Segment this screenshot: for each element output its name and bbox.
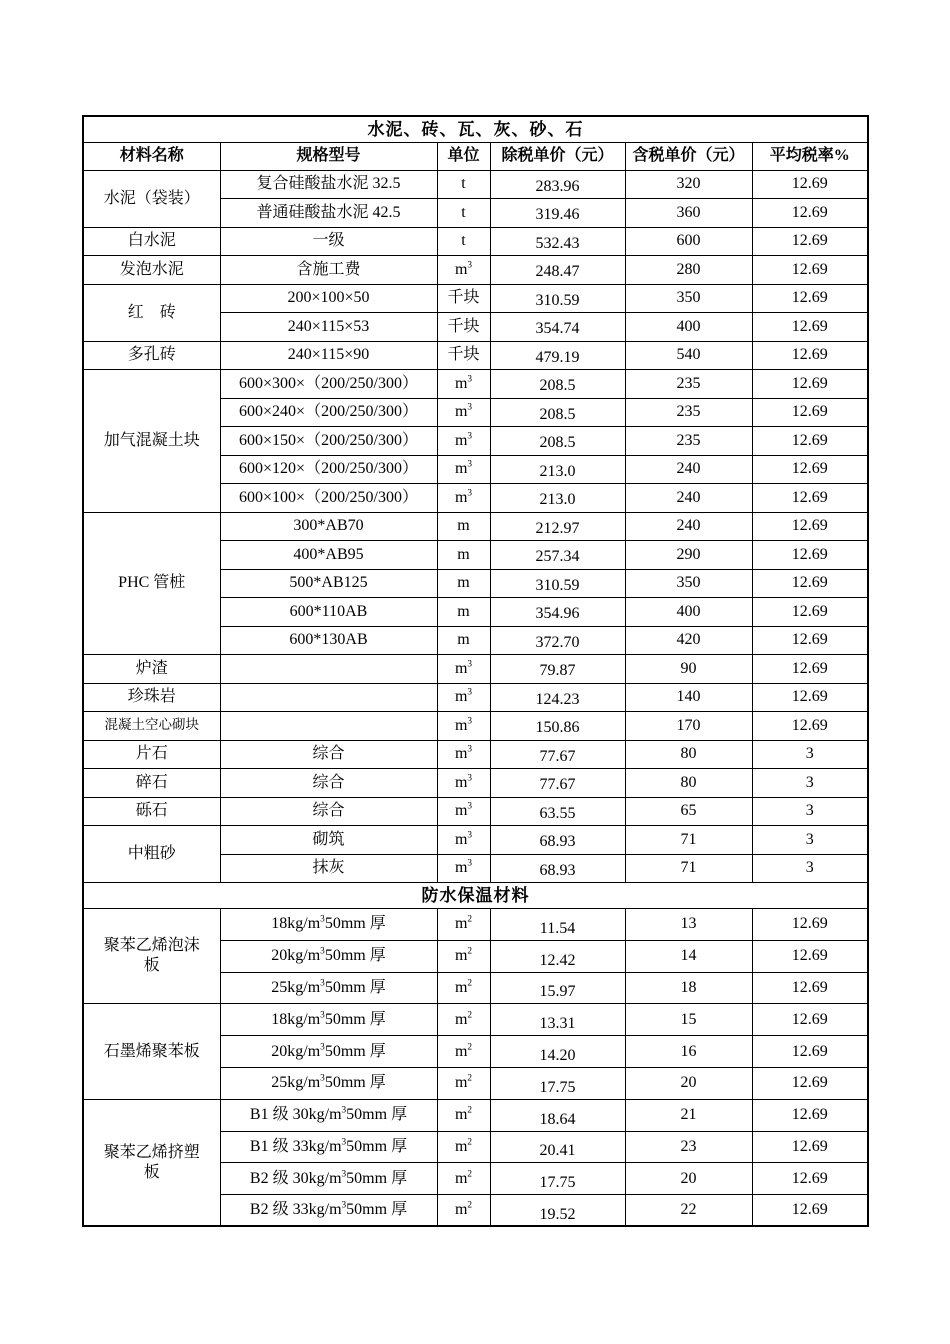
superscript: 2 — [467, 1137, 473, 1148]
price-extax-cell: 532.43 — [490, 227, 625, 256]
table-row — [83, 256, 868, 285]
unit-cell: $m^2$ — [437, 940, 490, 972]
superscript: 3 — [320, 1010, 325, 1021]
table-row — [83, 683, 868, 712]
spec-cell: 600*130AB — [220, 626, 437, 655]
unit-cell: $m^2$ — [437, 1195, 490, 1227]
price-inctax-cell: 14 — [625, 940, 752, 972]
table-row — [83, 826, 868, 855]
price-extax-cell: 20.41 — [490, 1131, 625, 1163]
material-name-cell: 聚苯乙烯泡沫板 — [83, 909, 220, 1004]
price-extax-cell: 14.20 — [490, 1036, 625, 1068]
price-inctax-cell: 20 — [625, 1067, 752, 1099]
unit-cell: $m^3$ — [437, 398, 490, 427]
spec-cell: 200×100×50 — [220, 284, 437, 313]
tax-rate-cell: 3 — [752, 854, 868, 883]
price-inctax-cell: 22 — [625, 1195, 752, 1227]
price-table-body — [83, 116, 868, 1226]
price-extax-cell: 77.67 — [490, 740, 625, 769]
price-extax-cell: 124.23 — [490, 683, 625, 712]
price-inctax-cell: 360 — [625, 199, 752, 228]
spec-cell: $25kg/m^350mm$ 厚 — [220, 972, 437, 1004]
price-inctax-cell: 71 — [625, 826, 752, 855]
price-extax-cell: 213.0 — [490, 484, 625, 513]
unit-cell: $m^3$ — [437, 370, 490, 399]
table-row — [83, 341, 868, 370]
superscript: 2 — [467, 1105, 473, 1116]
spec-cell — [220, 712, 437, 741]
price-inctax-cell: 420 — [625, 626, 752, 655]
unit-cell: m — [437, 541, 490, 570]
price-inctax-cell: 240 — [625, 455, 752, 484]
tax-rate-cell: 12.69 — [752, 1099, 868, 1131]
tax-rate-cell: 3 — [752, 740, 868, 769]
superscript: 3 — [341, 1200, 347, 1211]
column-header: 平均税率% — [752, 142, 868, 170]
section-header: 防水保温材料 — [83, 883, 868, 909]
price-inctax-cell: 400 — [625, 313, 752, 342]
price-extax-cell: 68.93 — [490, 854, 625, 883]
table-row — [83, 769, 868, 798]
spec-cell: 抹灰 — [220, 854, 437, 883]
tax-rate-cell: 12.69 — [752, 370, 868, 399]
price-inctax-cell: 320 — [625, 170, 752, 199]
spec-cell: B1 级 $33kg/m^350mm$ 厚 — [220, 1131, 437, 1163]
superscript: 3 — [467, 716, 473, 727]
superscript: 3 — [341, 1137, 347, 1148]
superscript: 3 — [467, 260, 473, 271]
material-price-table — [82, 115, 869, 1227]
tax-rate-cell: 12.69 — [752, 484, 868, 513]
unit-cell: $m^2$ — [437, 1036, 490, 1068]
tax-rate-cell: 12.69 — [752, 1004, 868, 1036]
superscript: 3 — [467, 488, 473, 499]
spec-cell: 复合硅酸盐水泥 32.5 — [220, 170, 437, 199]
price-inctax-cell: 80 — [625, 769, 752, 798]
tax-rate-cell: 12.69 — [752, 1036, 868, 1068]
table-row — [83, 512, 868, 541]
tax-rate-cell: 12.69 — [752, 1067, 868, 1099]
tax-rate-cell: 3 — [752, 797, 868, 826]
unit-cell: m — [437, 626, 490, 655]
material-name-cell: 白水泥 — [83, 227, 220, 256]
price-extax-cell: 18.64 — [490, 1099, 625, 1131]
price-inctax-cell: 18 — [625, 972, 752, 1004]
superscript: 2 — [467, 978, 473, 989]
tax-rate-cell: 12.69 — [752, 940, 868, 972]
unit-cell: t — [437, 227, 490, 256]
price-inctax-cell: 170 — [625, 712, 752, 741]
spec-cell: $18kg/m^350mm$ 厚 — [220, 1004, 437, 1036]
price-extax-cell: 208.5 — [490, 398, 625, 427]
table-row — [83, 1004, 868, 1036]
price-inctax-cell: 400 — [625, 598, 752, 627]
price-extax-cell: 11.54 — [490, 909, 625, 941]
price-extax-cell: 354.74 — [490, 313, 625, 342]
price-extax-cell: 213.0 — [490, 455, 625, 484]
price-inctax-cell: 71 — [625, 854, 752, 883]
superscript: 2 — [467, 1200, 473, 1211]
material-name-cell: 碎石 — [83, 769, 220, 798]
price-inctax-cell: 235 — [625, 370, 752, 399]
spec-cell: 600×300×（200/250/300） — [220, 370, 437, 399]
superscript: 3 — [467, 773, 473, 784]
tax-rate-cell: 12.69 — [752, 683, 868, 712]
unit-cell: $m^3$ — [437, 655, 490, 684]
superscript: 3 — [467, 687, 473, 698]
material-name-cell: 加气混凝土块 — [83, 370, 220, 513]
table-row — [83, 655, 868, 684]
tax-rate-cell: 12.69 — [752, 1163, 868, 1195]
price-inctax-cell: 600 — [625, 227, 752, 256]
price-extax-cell: 17.75 — [490, 1067, 625, 1099]
price-inctax-cell: 80 — [625, 740, 752, 769]
spec-cell: 600*110AB — [220, 598, 437, 627]
price-inctax-cell: 140 — [625, 683, 752, 712]
spec-cell: 一级 — [220, 227, 437, 256]
table-row — [83, 909, 868, 941]
tax-rate-cell: 12.69 — [752, 427, 868, 456]
unit-cell: t — [437, 199, 490, 228]
spec-cell: B2 级 $33kg/m^350mm$ 厚 — [220, 1195, 437, 1227]
price-extax-cell: 17.75 — [490, 1163, 625, 1195]
superscript: 3 — [320, 1042, 325, 1053]
superscript: 3 — [341, 1105, 347, 1116]
spec-cell: 砌筑 — [220, 826, 437, 855]
spec-cell: $18kg/m^350mm$ 厚 — [220, 909, 437, 941]
material-name-cell: 聚苯乙烯挤塑板 — [83, 1099, 220, 1226]
superscript: 3 — [320, 915, 325, 926]
tax-rate-cell: 3 — [752, 826, 868, 855]
superscript: 3 — [467, 858, 473, 869]
unit-cell: $m^3$ — [437, 769, 490, 798]
tax-rate-cell: 12.69 — [752, 712, 868, 741]
superscript: 3 — [467, 431, 473, 442]
tax-rate-cell: 3 — [752, 769, 868, 798]
unit-cell: $m^2$ — [437, 1004, 490, 1036]
material-name-cell: 石墨烯聚苯板 — [83, 1004, 220, 1099]
superscript: 3 — [467, 830, 473, 841]
price-inctax-cell: 13 — [625, 909, 752, 941]
price-inctax-cell: 290 — [625, 541, 752, 570]
spec-cell: 普通硅酸盐水泥 42.5 — [220, 199, 437, 228]
price-extax-cell: 257.34 — [490, 541, 625, 570]
unit-cell: $m^2$ — [437, 972, 490, 1004]
unit-cell: m — [437, 598, 490, 627]
table-row — [83, 284, 868, 313]
superscript: 3 — [467, 801, 473, 812]
price-inctax-cell: 280 — [625, 256, 752, 285]
price-inctax-cell: 235 — [625, 427, 752, 456]
material-name-cell: 混凝土空心砌块 — [83, 712, 220, 741]
unit-cell: m — [437, 512, 490, 541]
superscript: 3 — [341, 1169, 347, 1180]
tax-rate-cell: 12.69 — [752, 284, 868, 313]
price-inctax-cell: 540 — [625, 341, 752, 370]
column-header: 规格型号 — [220, 142, 437, 170]
superscript: 3 — [320, 978, 325, 989]
unit-cell: $m^3$ — [437, 455, 490, 484]
spec-cell: $20kg/m^350mm$ 厚 — [220, 940, 437, 972]
tax-rate-cell: 12.69 — [752, 541, 868, 570]
superscript: 2 — [467, 946, 473, 957]
unit-cell: $m^2$ — [437, 1163, 490, 1195]
spec-cell: B2 级 $30kg/m^350mm$ 厚 — [220, 1163, 437, 1195]
tax-rate-cell: 12.69 — [752, 512, 868, 541]
tax-rate-cell: 12.69 — [752, 569, 868, 598]
material-name-cell: 红 砖 — [83, 284, 220, 341]
price-inctax-cell: 90 — [625, 655, 752, 684]
tax-rate-cell: 12.69 — [752, 313, 868, 342]
price-extax-cell: 479.19 — [490, 341, 625, 370]
price-inctax-cell: 240 — [625, 484, 752, 513]
unit-cell: $m^3$ — [437, 797, 490, 826]
tax-rate-cell: 12.69 — [752, 170, 868, 199]
material-name-cell: 砾石 — [83, 797, 220, 826]
price-extax-cell: 372.70 — [490, 626, 625, 655]
price-inctax-cell: 23 — [625, 1131, 752, 1163]
superscript: 3 — [320, 946, 325, 957]
spec-cell: 600×120×（200/250/300） — [220, 455, 437, 484]
price-inctax-cell: 235 — [625, 398, 752, 427]
superscript: 2 — [467, 1074, 473, 1085]
column-header: 含税单价（元） — [625, 142, 752, 170]
material-name-cell: 炉渣 — [83, 655, 220, 684]
spec-cell: 500*AB125 — [220, 569, 437, 598]
price-extax-cell: 68.93 — [490, 826, 625, 855]
price-extax-cell: 208.5 — [490, 427, 625, 456]
spec-cell: 综合 — [220, 769, 437, 798]
unit-cell: $m^3$ — [437, 854, 490, 883]
tax-rate-cell: 12.69 — [752, 1131, 868, 1163]
material-name-cell: 多孔砖 — [83, 341, 220, 370]
price-extax-cell: 79.87 — [490, 655, 625, 684]
material-name-cell: 发泡水泥 — [83, 256, 220, 285]
unit-cell: $m^3$ — [437, 712, 490, 741]
unit-cell: 千块 — [437, 341, 490, 370]
tax-rate-cell: 12.69 — [752, 655, 868, 684]
material-name-cell: 片石 — [83, 740, 220, 769]
spec-cell: 240×115×90 — [220, 341, 437, 370]
spec-cell: $25kg/m^350mm$ 厚 — [220, 1067, 437, 1099]
spec-cell: 600×150×（200/250/300） — [220, 427, 437, 456]
superscript: 2 — [467, 1010, 473, 1021]
unit-cell: $m^3$ — [437, 826, 490, 855]
unit-cell: $m^2$ — [437, 1067, 490, 1099]
column-header: 单位 — [437, 142, 490, 170]
spec-cell: 240×115×53 — [220, 313, 437, 342]
price-inctax-cell: 16 — [625, 1036, 752, 1068]
price-extax-cell: 248.47 — [490, 256, 625, 285]
superscript: 3 — [467, 459, 473, 470]
price-extax-cell: 310.59 — [490, 284, 625, 313]
price-extax-cell: 319.46 — [490, 199, 625, 228]
tax-rate-cell: 12.69 — [752, 256, 868, 285]
table-row — [83, 227, 868, 256]
price-inctax-cell: 21 — [625, 1099, 752, 1131]
spec-cell: 含施工费 — [220, 256, 437, 285]
tax-rate-cell: 12.69 — [752, 199, 868, 228]
price-inctax-cell: 65 — [625, 797, 752, 826]
column-header: 除税单价（元） — [490, 142, 625, 170]
material-name-cell: PHC 管桩 — [83, 512, 220, 655]
tax-rate-cell: 12.69 — [752, 455, 868, 484]
unit-cell: 千块 — [437, 284, 490, 313]
price-extax-cell: 310.59 — [490, 569, 625, 598]
unit-cell: t — [437, 170, 490, 199]
spec-cell: 600×240×（200/250/300） — [220, 398, 437, 427]
column-header: 材料名称 — [83, 142, 220, 170]
price-inctax-cell: 350 — [625, 569, 752, 598]
table-row — [83, 1099, 868, 1131]
unit-cell: $m^3$ — [437, 427, 490, 456]
spec-cell: 综合 — [220, 797, 437, 826]
unit-cell: $m^3$ — [437, 484, 490, 513]
price-extax-cell: 12.42 — [490, 940, 625, 972]
price-inctax-cell: 350 — [625, 284, 752, 313]
price-extax-cell: 15.97 — [490, 972, 625, 1004]
tax-rate-cell: 12.69 — [752, 341, 868, 370]
material-name-cell: 珍珠岩 — [83, 683, 220, 712]
price-extax-cell: 283.96 — [490, 170, 625, 199]
superscript: 2 — [467, 1042, 473, 1053]
superscript: 2 — [467, 915, 473, 926]
spec-cell: B1 级 $30kg/m^350mm$ 厚 — [220, 1099, 437, 1131]
superscript: 3 — [467, 374, 473, 385]
tax-rate-cell: 12.69 — [752, 227, 868, 256]
unit-cell: 千块 — [437, 313, 490, 342]
table-row — [83, 740, 868, 769]
unit-cell: m — [437, 569, 490, 598]
tax-rate-cell: 12.69 — [752, 972, 868, 1004]
tax-rate-cell: 12.69 — [752, 598, 868, 627]
price-inctax-cell: 15 — [625, 1004, 752, 1036]
unit-cell: $m^2$ — [437, 1099, 490, 1131]
table-row — [83, 370, 868, 399]
price-extax-cell: 212.97 — [490, 512, 625, 541]
price-extax-cell: 19.52 — [490, 1195, 625, 1227]
tax-rate-cell: 12.69 — [752, 1195, 868, 1227]
material-name-cell: 中粗砂 — [83, 826, 220, 883]
unit-cell: $m^3$ — [437, 683, 490, 712]
price-inctax-cell: 240 — [625, 512, 752, 541]
price-extax-cell: 77.67 — [490, 769, 625, 798]
spec-cell: 综合 — [220, 740, 437, 769]
superscript: 2 — [467, 1169, 473, 1180]
tax-rate-cell: 12.69 — [752, 626, 868, 655]
spec-cell: $20kg/m^350mm$ 厚 — [220, 1036, 437, 1068]
unit-cell: $m^2$ — [437, 1131, 490, 1163]
spec-cell — [220, 683, 437, 712]
price-inctax-cell: 20 — [625, 1163, 752, 1195]
price-extax-cell: 354.96 — [490, 598, 625, 627]
price-extax-cell: 208.5 — [490, 370, 625, 399]
spec-cell — [220, 655, 437, 684]
spec-cell: 400*AB95 — [220, 541, 437, 570]
price-extax-cell: 150.86 — [490, 712, 625, 741]
superscript: 3 — [320, 1074, 325, 1085]
price-extax-cell: 13.31 — [490, 1004, 625, 1036]
spec-cell: 600×100×（200/250/300） — [220, 484, 437, 513]
table-row — [83, 170, 868, 199]
superscript: 3 — [467, 402, 473, 413]
unit-cell: $m^3$ — [437, 256, 490, 285]
table-row — [83, 797, 868, 826]
superscript: 3 — [467, 744, 473, 755]
superscript: 3 — [467, 659, 473, 670]
tax-rate-cell: 12.69 — [752, 398, 868, 427]
unit-cell: $m^2$ — [437, 909, 490, 941]
table-row — [83, 712, 868, 741]
tax-rate-cell: 12.69 — [752, 909, 868, 941]
material-name-cell: 水泥（袋装） — [83, 170, 220, 227]
unit-cell: $m^3$ — [437, 740, 490, 769]
spec-cell: 300*AB70 — [220, 512, 437, 541]
table-title: 水泥、砖、瓦、灰、砂、石 — [83, 116, 868, 142]
price-extax-cell: 63.55 — [490, 797, 625, 826]
